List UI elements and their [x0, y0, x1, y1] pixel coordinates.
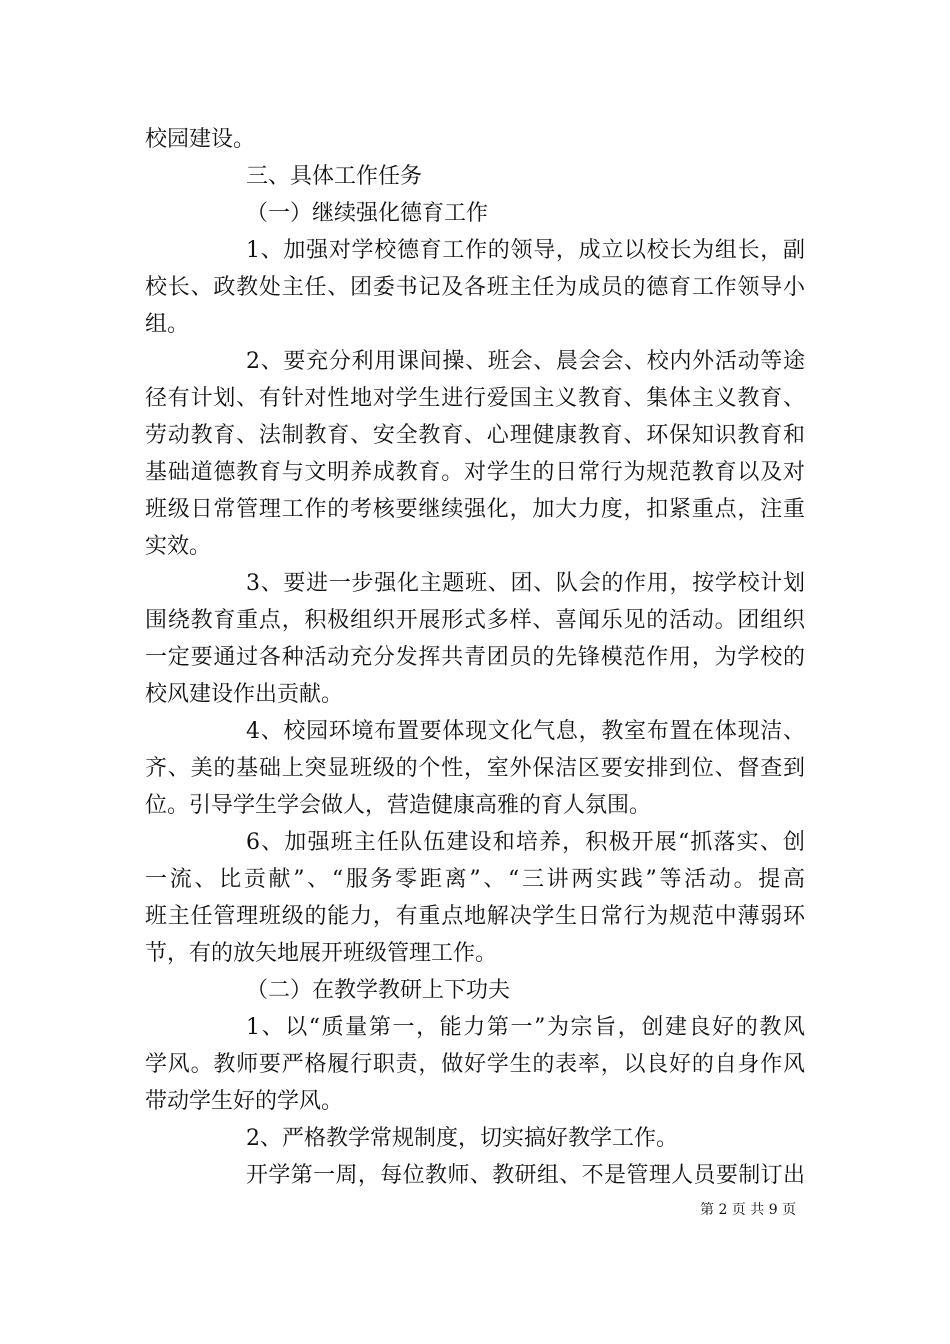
text-line: 劳动教育、法制教育、安全教育、心理健康教育、环保知识教育和: [145, 423, 805, 448]
text-line: 6、加强班主任队伍建设和培养，积极开展“抓落实、创: [246, 830, 805, 855]
text-line: 位。引导学生学会做人，营造健康高雅的育人氛围。: [145, 793, 652, 818]
text-line: 校长、政教处主任、团委书记及各班主任为成员的德育工作领导小: [145, 275, 805, 300]
text-line: 节，有的放矢地展开班级管理工作。: [145, 941, 498, 966]
section-heading: 三、具体工作任务: [246, 164, 423, 189]
text-line: 学风。教师要严格履行职责，做好学生的表率，以良好的自身作风: [145, 1052, 805, 1077]
text-line: 带动学生好的学风。: [145, 1089, 344, 1114]
text-line: 径有计划、有针对性地对学生进行爱国主义教育、集体主义教育、: [145, 386, 805, 411]
text-line: 一流、比贡献”、“服务零距离”、“三讲两实践”等活动。提高: [145, 867, 805, 892]
text-line: 3、要进一步强化主题班、团、队会的作用，按学校计划: [246, 571, 805, 596]
text-line: 基础道德教育与文明养成教育。对学生的日常行为规范教育以及对: [145, 460, 805, 485]
text-line: 校园建设。: [145, 127, 256, 152]
text-line: 1、加强对学校德育工作的领导，成立以校长为组长，副: [246, 238, 805, 263]
subsection-heading: （一）继续强化德育工作: [246, 201, 489, 226]
text-line: 一定要通过各种活动充分发挥共青团员的先锋模范作用，为学校的: [145, 645, 805, 670]
text-line: 组。: [145, 312, 190, 337]
text-line: 校风建设作出贡献。: [145, 682, 344, 707]
text-line: 1、以“质量第一，能力第一”为宗旨，创建良好的教风: [246, 1015, 805, 1040]
text-line: 班级日常管理工作的考核要继续强化，加大力度，扣紧重点，注重: [145, 497, 805, 522]
text-line: 2、要充分利用课间操、班会、晨会会、校内外活动等途: [246, 349, 805, 374]
page-number: 第 2 页 共 9 页: [700, 1202, 797, 1218]
text-line: 4、校园环境布置要体现文化气息，教室布置在体现洁、: [246, 719, 805, 744]
text-line: 实效。: [145, 534, 212, 559]
text-line: 齐、美的基础上突显班级的个性，室外保洁区要安排到位、督查到: [145, 756, 805, 781]
subsection-heading: （二）在教学教研上下功夫: [246, 978, 511, 1003]
text-line: 班主任管理班级的能力，有重点地解决学生日常行为规范中薄弱环: [145, 904, 805, 929]
text-line: 2、严格教学常规制度，切实搞好教学工作。: [246, 1126, 678, 1151]
text-line: 开学第一周，每位教师、教研组、不是管理人员要制订出: [246, 1163, 805, 1188]
text-line: 围绕教育重点，积极组织开展形式多样、喜闻乐见的活动。团组织: [145, 608, 805, 633]
